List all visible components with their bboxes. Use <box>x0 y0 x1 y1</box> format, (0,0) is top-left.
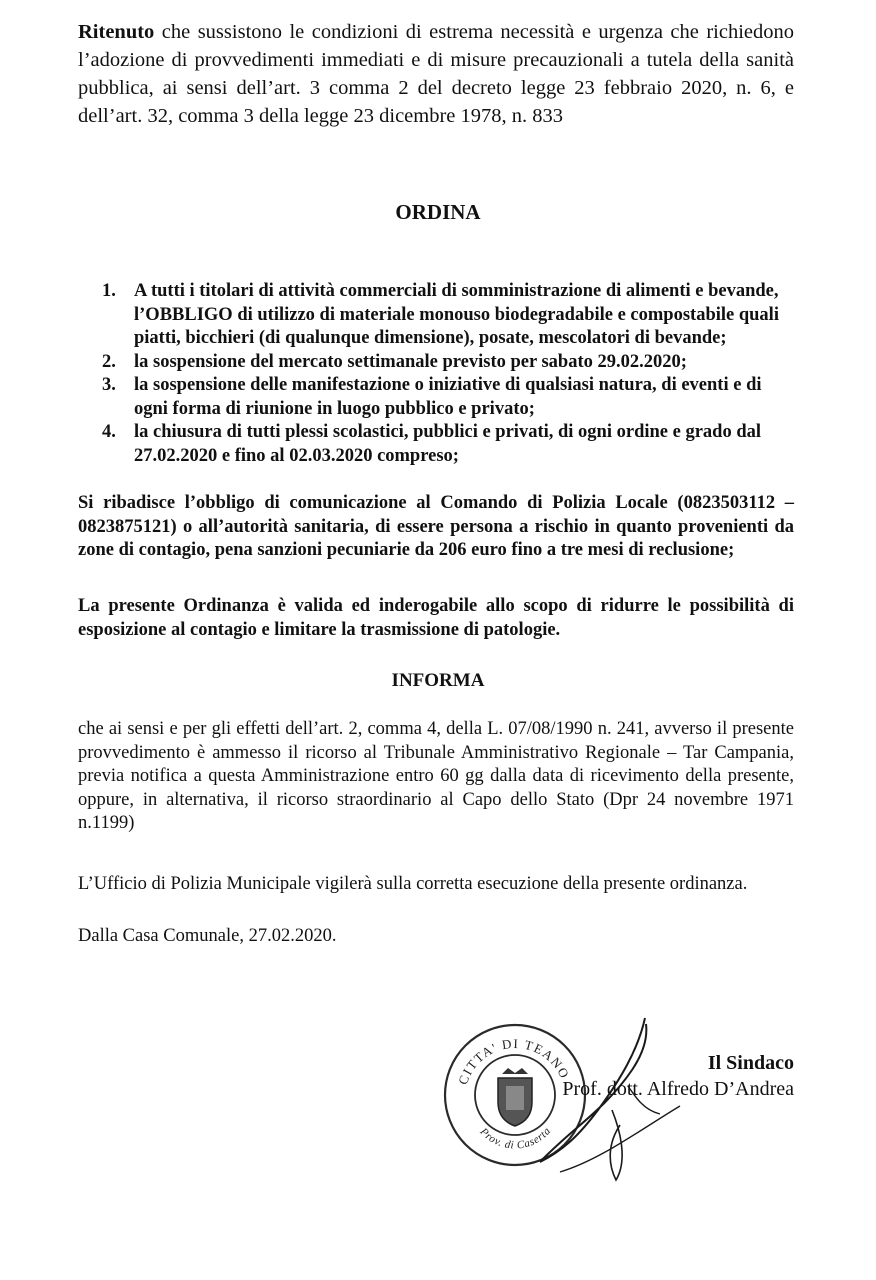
ufficio-paragraph: L’Ufficio di Polizia Municipale vigilerà sulla corretta esecuzione della presente ordinanza. <box>78 874 748 894</box>
informa-heading: INFORMA <box>391 670 485 691</box>
intro-text: che sussistono le condizioni di estrema necessità e urgenza che richiedono l’adozione di provvedimenti immediati e di misure precauzionali a tutela della sanità pubblica, ai sensi dell’art. 3 comma 2 del decreto legge 23 febbraio 2020, n. 6, e dell’art. 32, comma 3 della legge 23 dicembre 1978, n. 833 <box>78 21 794 127</box>
orders-list <box>102 280 794 468</box>
ribadisce-paragraph: Si ribadisce l’obbligo di comunicazione al Comando di Polizia Locale (0823503112 – 0823875121) o all’autorità sanitaria, di essere persona a rischio in quanto provenienti da zone di contagio, pena sanzioni pecuniarie da 206 euro fino a tre mesi di reclusione; <box>78 493 794 560</box>
intro-bold-word: Ritenuto <box>78 21 155 43</box>
order-text: la chiusura di tutti plessi scolastici, pubblici e privati, di ogni ordine e grado dal 27.02.2020 e fino al 02.03.2020 compreso; <box>134 422 762 466</box>
intro-paragraph <box>78 18 794 130</box>
order-item <box>102 280 794 351</box>
order-text: la sospensione del mercato settimanale previsto per sabato 29.02.2020; <box>134 351 687 372</box>
validity-paragraph: La presente Ordinanza è valida ed inderogabile allo scopo di ridurre le possibilità di esposizione al contagio e limitare la trasmissione di patologie. <box>78 596 794 640</box>
order-item <box>102 351 794 375</box>
order-item <box>102 421 794 468</box>
order-number: 3. <box>102 375 116 395</box>
signature-block <box>562 1050 794 1102</box>
order-number: 4. <box>102 422 116 442</box>
order-text: la sospensione delle manifestazione o iniziative di qualsiasi natura, di eventi e di ogni forma di riunione in luogo pubblico e privato; <box>134 375 762 419</box>
seal-top-text: CITTA' DI TEANO <box>455 1035 573 1087</box>
order-text: A tutti i titolari di attività commerciali di somministrazione di alimenti e bevande, l’OBBLIGO di utilizzo di materiale monouso biodegradabile e compostabile quali piatti, bicchieri (di qualunque dimensione), posate, mescolatori di bevande; <box>134 281 779 348</box>
seal-bottom-text: Prov. di Caserta <box>477 1124 554 1152</box>
place-date-line: Dalla Casa Comunale, 27.02.2020. <box>78 926 337 946</box>
order-item <box>102 374 794 421</box>
order-number: 1. <box>102 281 116 301</box>
ordina-heading: ORDINA <box>395 200 481 224</box>
mayor-title: Il Sindaco <box>707 1052 794 1074</box>
order-number: 2. <box>102 351 116 372</box>
informa-paragraph: che ai sensi e per gli effetti dell’art. 2, comma 4, della L. 07/08/1990 n. 241, avverso il presente provvedimento è ammesso il ricorso al Tribunale Amministrativo Regionale – Tar Campania, previa notifica a questa Amministrazione entro 60 gg dalla data di ricevimento della presente, oppure, in alternativa, il ricorso straordinario al Capo dello Stato (Dpr 24 novembre 1971 n.1199) <box>78 719 794 833</box>
mayor-name: Prof. dott. Alfredo D’Andrea <box>562 1078 794 1100</box>
